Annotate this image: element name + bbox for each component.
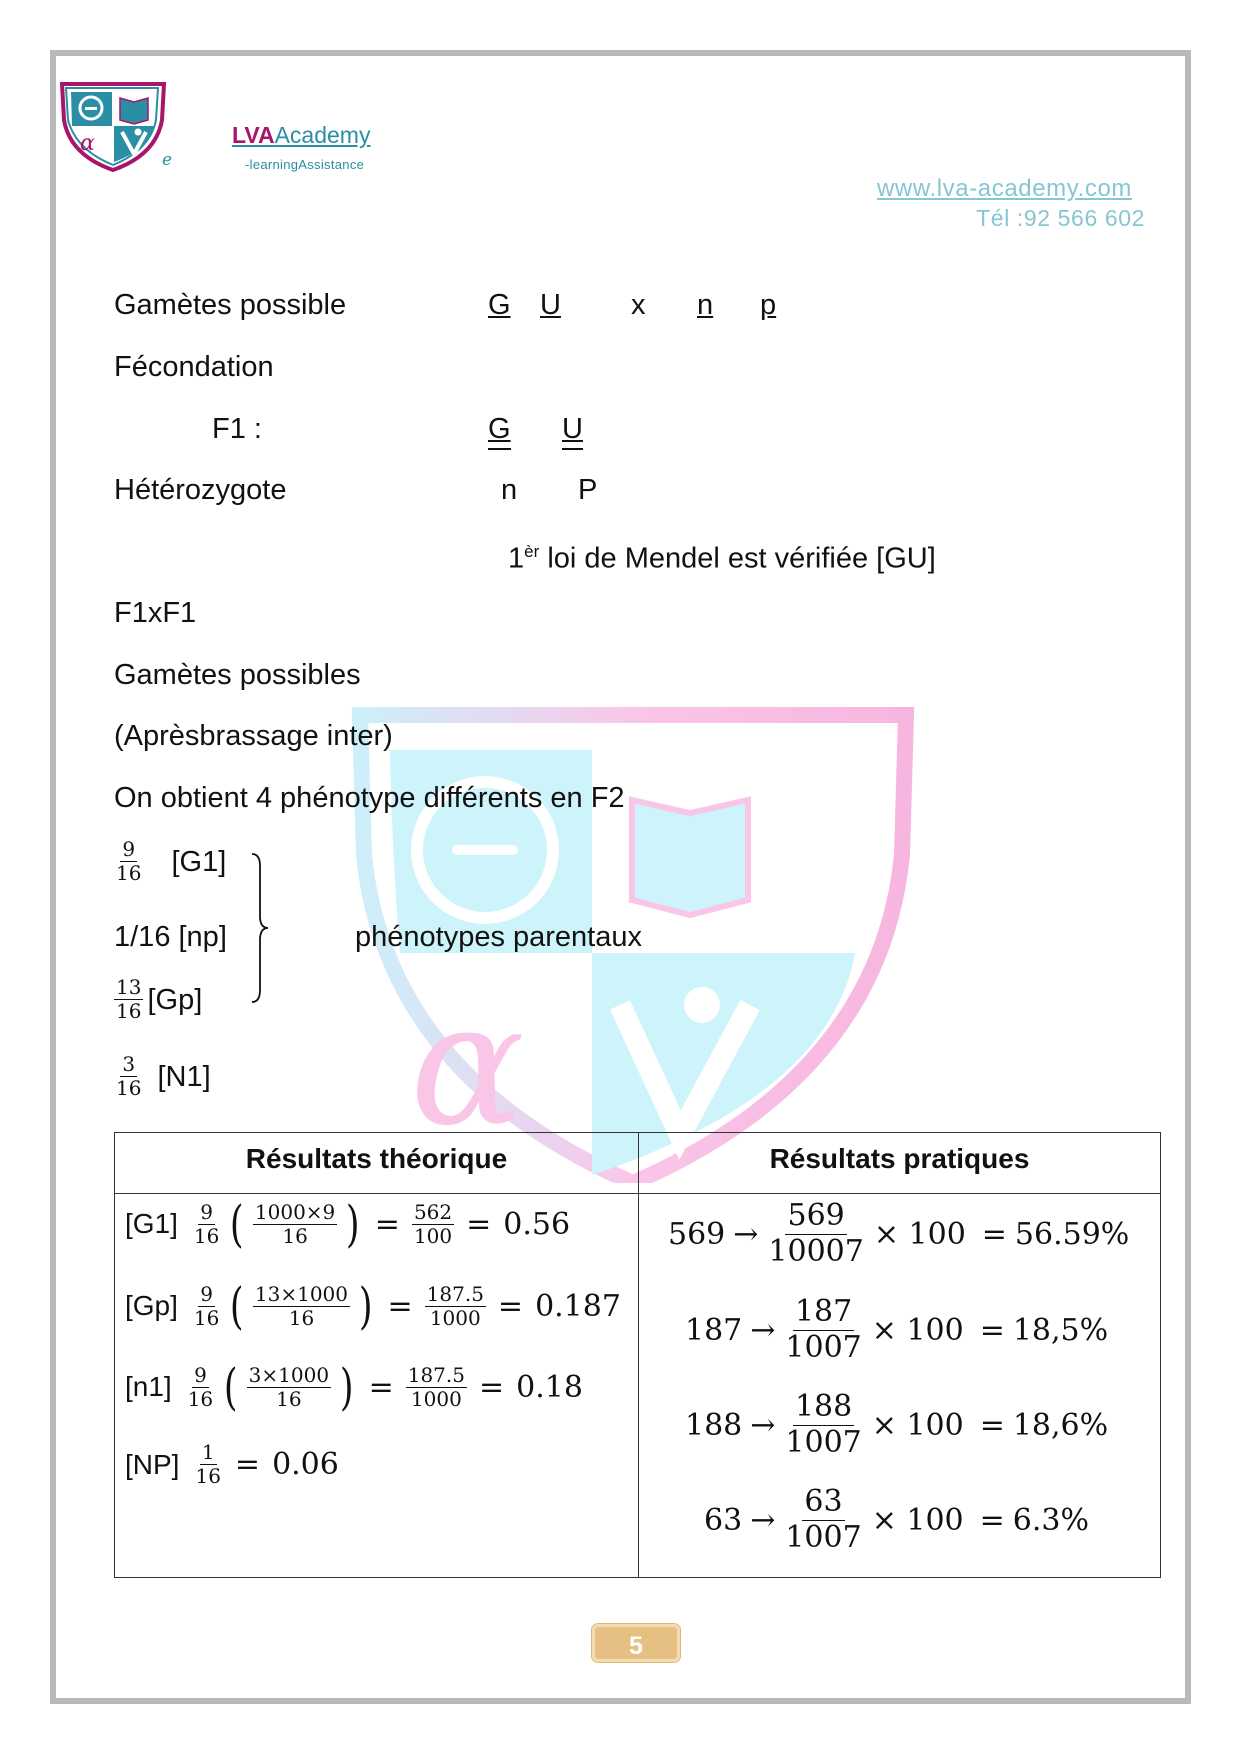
header-practical: Résultats pratiques (769, 1143, 1030, 1174)
brand-suffix: Academy (274, 122, 371, 148)
gamete-p: p (760, 289, 777, 321)
f1xf1-heading: F1xF1 (114, 597, 197, 629)
gamete-u: U (540, 289, 561, 321)
f2-phenotypes-statement: On obtient 4 phénotype différents en F2 (114, 782, 625, 814)
phone-number: Tél :92 566 602 (976, 205, 1145, 231)
gametes-possibles-heading: Gamètes possibles (114, 659, 361, 691)
header-theoretical: Résultats théorique (245, 1143, 508, 1174)
results-table (114, 1132, 1161, 1578)
right-brace-icon (248, 852, 272, 1004)
line-gametes-possible: Gamètes possible (114, 289, 347, 321)
theory-row: [NP] $\frac{1}{16}$ = 0.06 (125, 1440, 339, 1488)
gamete-n: n (697, 289, 714, 321)
cross-symbol: x (631, 289, 646, 321)
brassage-note: (Aprèsbrassage inter) (114, 720, 393, 752)
theory-row: [n1] $\frac{9}{16}$ ( $\frac{3\times 1000}{16}$ ) = $\frac{187.5}{1000}$ = 0.18 (125, 1358, 583, 1416)
phenotype-g1: $\frac{9}{16}$ [G1] (116, 837, 227, 885)
f1-allele-u: U (562, 412, 583, 450)
practical-row: 569 → $\frac{569}{10007}$ × 100 = 56.59% (668, 1198, 1130, 1269)
practical-row: 63 → $\frac{63}{1007}$ × 100 = 6.3% (704, 1484, 1089, 1555)
mendel-law-statement: $1^{èr}$ loi de Mendel est vérifiée [GU] (508, 542, 936, 575)
line-fecondation: Fécondation (114, 351, 274, 383)
brand-name (232, 122, 370, 149)
line-heterozygote: Hétérozygote (114, 474, 287, 506)
f1-allele-n: n (501, 474, 518, 506)
page-number-badge: 5 (592, 1624, 680, 1662)
gamete-g: G (488, 289, 511, 321)
parental-phenotypes-label: phénotypes parentaux (355, 921, 642, 953)
theory-row: [G1] $\frac{9}{16}$ ( $\frac{1000\times 9}{16}$ ) = $\frac{562}{100}$ = 0.56 (125, 1195, 571, 1253)
logo-e-mark: e (162, 150, 173, 170)
lva-academy-logo-icon (58, 80, 168, 172)
theory-row: [Gp] $\frac{9}{16}$ ( $\frac{13\times 1000}{16}$ ) = $\frac{187.5}{1000}$ = 0.187 (125, 1277, 621, 1335)
brand-prefix: LVA (232, 122, 275, 148)
svg-text:α: α (80, 131, 95, 156)
website-link[interactable]: www.lva-academy.com (876, 175, 1132, 202)
f1-label: F1 : (212, 413, 262, 445)
brand-tagline: -learningAssistance (245, 157, 365, 172)
phenotype-n1: $\frac{3}{16}$ [N1] (116, 1052, 211, 1100)
f1-allele-p: P (578, 474, 598, 506)
svg-text:α: α (410, 966, 525, 1164)
f1-allele-g: G (488, 412, 511, 450)
practical-row: 187 → $\frac{187}{1007}$ × 100 = 18,5% (685, 1294, 1109, 1365)
phenotype-gp: $\frac{13}{16}$ [Gp] (116, 975, 203, 1023)
practical-row: 188 → $\frac{188}{1007}$ × 100 = 18,6% (685, 1389, 1109, 1460)
phenotype-np: 1/16 [np] (114, 921, 227, 953)
